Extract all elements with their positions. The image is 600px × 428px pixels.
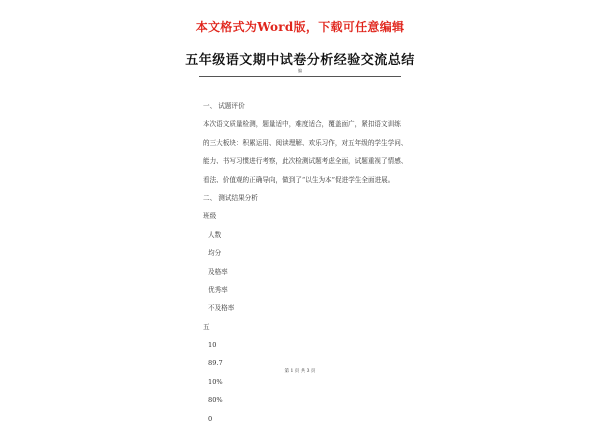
class-value: 0 [208, 414, 213, 423]
document-title: 五年级语文期中试卷分析经验交流总结 [185, 53, 415, 68]
page-footer: 第 1 页 共 3 页 [284, 369, 316, 374]
paragraph-line: 本次语文质量检测，题量适中，难度适合，覆盖面广，紧扣语文训练 [203, 120, 401, 129]
table-item: 不及格率 [208, 304, 235, 313]
class-value: 80% [208, 396, 223, 405]
paragraph-line: 看法、价值观的正确导向，做到了“以生为本”促进学生全面进展。 [203, 175, 395, 184]
table-item: 人数 [208, 230, 222, 239]
section-heading-evaluation: 一、 试题评价 [203, 102, 245, 110]
class-value: 10% [208, 377, 223, 386]
class-value: 89.7 [208, 359, 223, 368]
paragraph-line: 能力、书写习惯进行考察，此次检测试题考虑全面，试题重视了情感、 [203, 157, 408, 166]
header-mark: 编 [298, 68, 302, 73]
table-label-class: 班级 [203, 212, 217, 221]
paragraph-line: 的三大板块：积累运用、阅读理解、欢乐习作，对五年级的学生学问、 [203, 138, 408, 147]
section-heading-results: 二、 测试结果分析 [203, 193, 258, 202]
format-banner: 本文格式为Word版，下载可任意编辑 [195, 20, 405, 34]
table-item: 及格率 [208, 267, 228, 276]
table-item: 优秀率 [208, 285, 228, 294]
document-body [203, 97, 408, 428]
class-value: 10 [208, 341, 217, 350]
class-name: 五 [203, 322, 210, 331]
header-divider [199, 76, 401, 77]
table-item: 均分 [208, 249, 222, 258]
